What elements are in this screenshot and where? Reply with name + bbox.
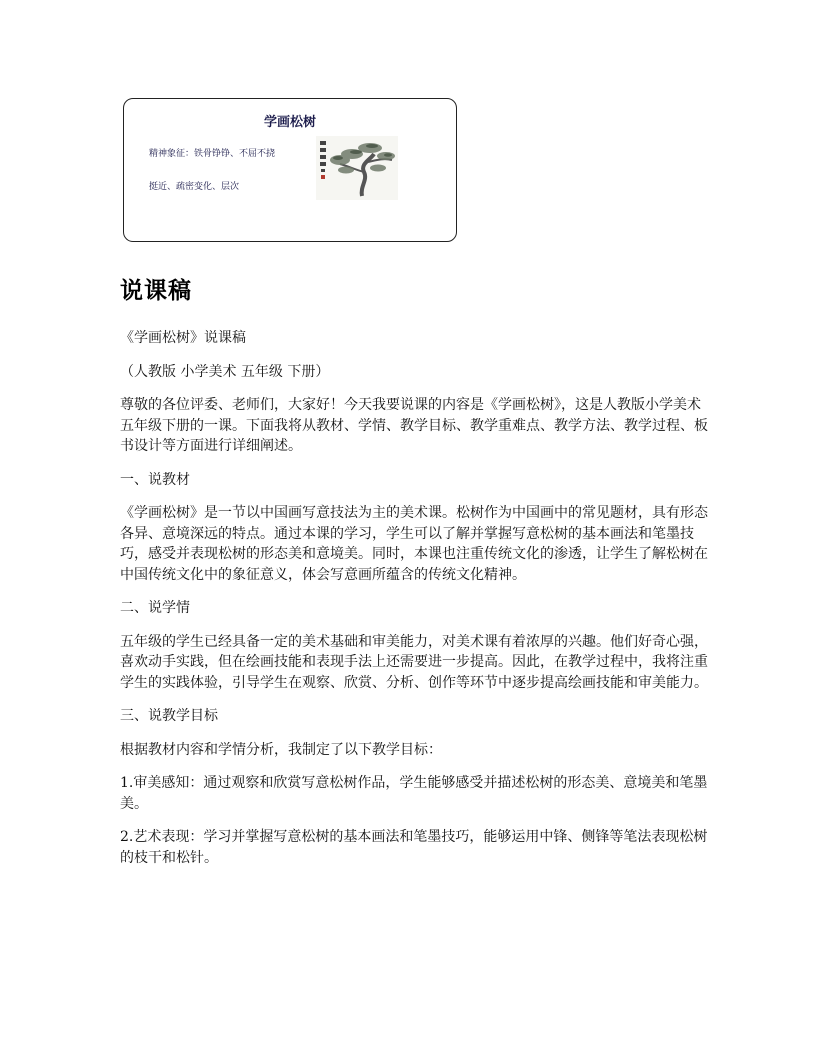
slide-text-technique: 挺近、疏密变化、层次 — [149, 182, 240, 192]
slide-title: 学画松树 — [263, 115, 316, 130]
paragraph-students: 五年级的学生已经具备一定的美术基础和审美能力，对美术课有着浓厚的兴趣。他们好奇心强，喜欢动手实践，但在绘画技能和表现手法上还需要进一步提高。因此，在教学过程中，我将注重学生的实践体验，引导学生在观察、欣赏、分析、创作等环节中逐步提高绘画技能和审美能力。 — [120, 633, 708, 691]
paragraph-goals-intro: 根据教材内容和学情分析，我制定了以下教学目标： — [120, 741, 442, 758]
slide-text-symbolism: 精神象征：铁骨铮铮、不屈不挠 — [149, 149, 276, 159]
section-heading-students: 二、说学情 — [120, 600, 190, 616]
paragraph-goal-1: 1.审美感知：通过观察和欣赏写意松树作品，学生能够感受并描述松树的形态美、意境美和笔墨美。 — [120, 775, 708, 812]
paragraph-edition: （人教版 小学美术 五年级 下册） — [120, 363, 330, 380]
slide-thumbnail — [123, 98, 457, 242]
document-body — [120, 328, 710, 881]
paragraph-goal-2: 2.艺术表现：学习并掌握写意松树的基本画法和笔墨技巧，能够运用中锋、侧锋等笔法表现松树的枝干和松针。 — [120, 829, 708, 866]
paragraph-textbook: 《学画松树》是一节以中国画写意技法为主的美术课。松树作为中国画中的常见题材，具有形态各异、意境深远的特点。通过本课的学习，学生可以了解并掌握写意松树的基本画法和笔墨技巧，感受并表现松树的形态美和意境美。同时，本课也注重传统文化的渗透，让学生了解松树在中国传统文化中的象征意义，体会写意画所蕴含的传统文化精神。 — [120, 505, 708, 583]
paragraph-title: 《学画松树》说课稿 — [120, 330, 246, 346]
pine-tree-painting-icon — [316, 136, 398, 200]
page-title: 说课稿 — [120, 278, 192, 304]
section-heading-textbook: 一、说教材 — [120, 471, 190, 488]
paragraph-intro: 尊敬的各位评委、老师们，大家好！今天我要说课的内容是《学画松树》，这是人教版小学美术五年级下册的一课。下面我将从教材、学情、教学目标、教学重难点、教学方法、教学过程、板书设计等方面进行详细阐述。 — [120, 397, 708, 454]
section-heading-goals: 三、说教学目标 — [120, 708, 218, 724]
